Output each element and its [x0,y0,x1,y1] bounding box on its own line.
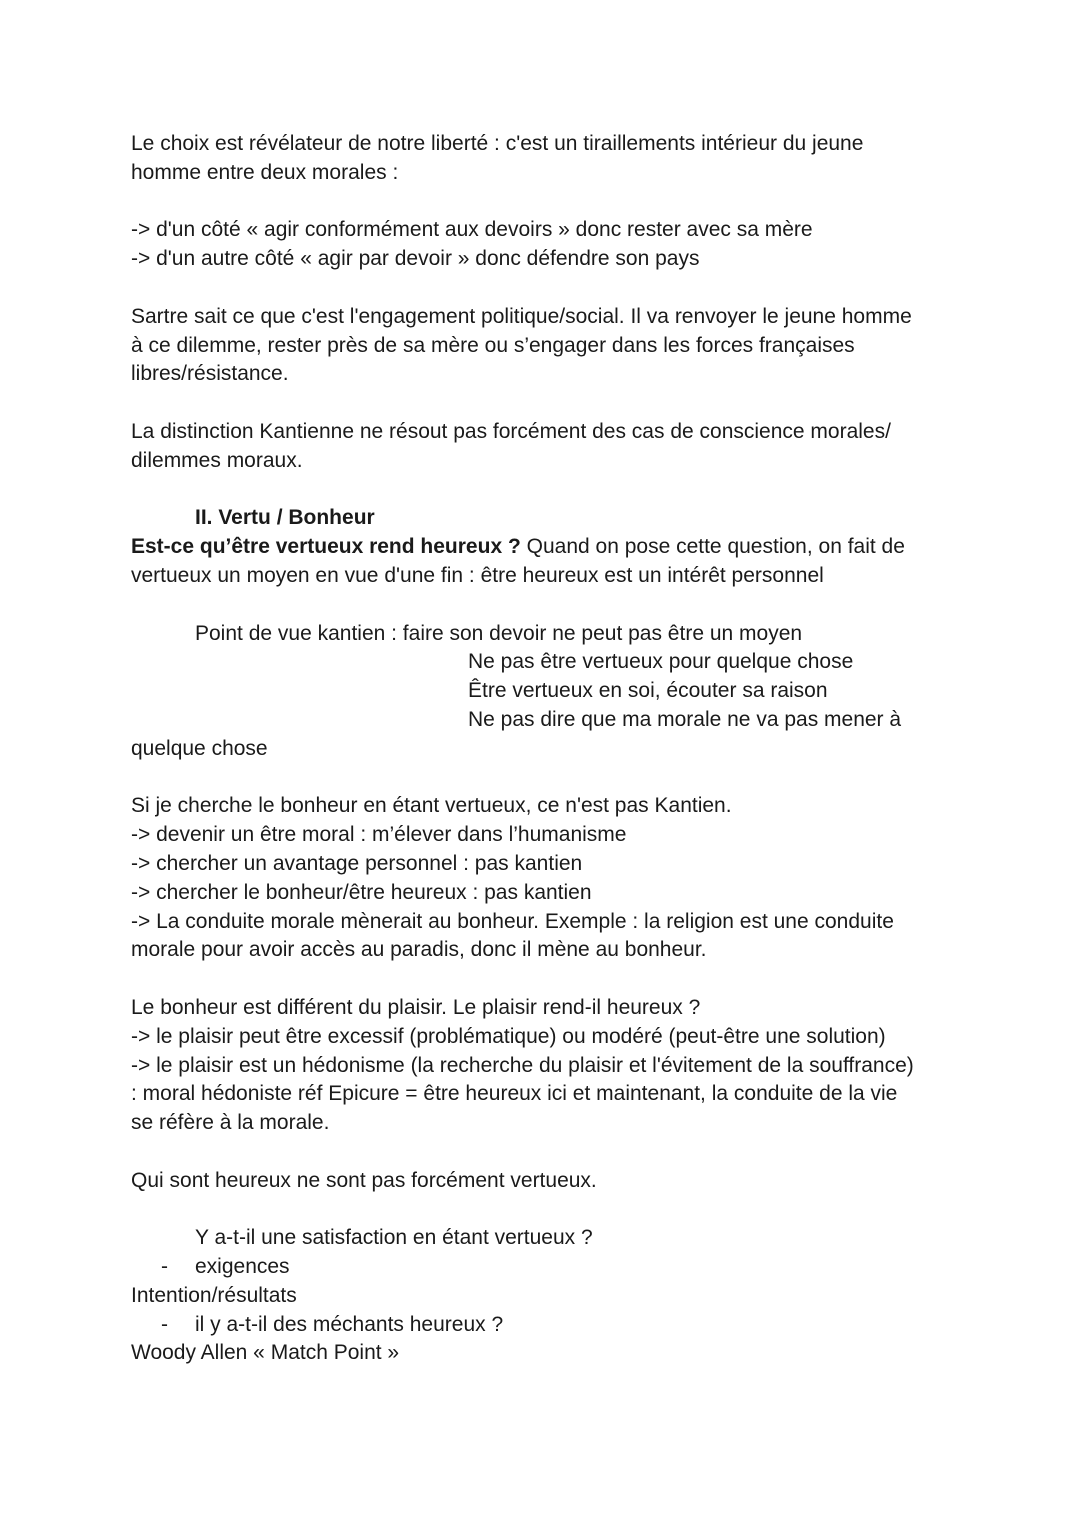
section-heading: II. Vertu / Bonheur [195,506,375,530]
text-line: -> devenir un être moral : m’élever dans l’humanisme [131,823,627,847]
list-item [131,1311,951,1340]
text-line: Le choix est révélateur de notre liberté : c'est un tiraillements intérieur du jeune [131,132,864,155]
text-line: -> d'un côté « agir conformément aux devoirs » donc rester avec sa mère [131,218,813,242]
text-line: Ne pas dire que ma morale ne va pas mener à [468,707,902,731]
text-line: homme entre deux morales : [131,160,399,184]
text-line: Le bonheur est différent du plaisir. Le plaisir rend-il heureux ? [131,995,701,1019]
document-page [131,130,951,1368]
text-line [131,533,951,562]
text-line: La distinction Kantienne ne résout pas forcément des cas de conscience morales/ [131,419,891,443]
bullet-dash: - [161,1255,168,1279]
text-line: libres/résistance. [131,362,289,386]
text-line: vertueux un moyen en vue d'une fin : être heureux est un intérêt personnel [131,563,824,587]
text-line: -> chercher le bonheur/être heureux : pas kantien [131,880,592,904]
text-line: Qui sont heureux ne sont pas forcément vertueux. [131,1168,597,1192]
bullet-dash: - [161,1312,168,1336]
text-line: -> le plaisir peut être excessif (problématique) ou modéré (peut-être une solution) [131,1024,886,1048]
text-line: se réfère à la morale. [131,1111,330,1135]
text-line: -> d'un autre côté « agir par devoir » donc défendre son pays [131,247,700,271]
text-line: -> chercher un avantage personnel : pas kantien [131,851,583,875]
text-line: Intention/résultats [131,1283,297,1307]
bold-question: Est-ce qu’être vertueux rend heureux ? [131,535,521,559]
list-item-text: exigences [195,1255,290,1279]
text-line: Y a-t-il une satisfaction en étant vertueux ? [195,1226,593,1250]
list-item [131,1253,951,1282]
text-line: -> La conduite morale mènerait au bonheur. Exemple : la religion est une conduite [131,909,894,933]
text-line: dilemmes moraux. [131,448,303,472]
text-line: à ce dilemme, rester près de sa mère ou s’engager dans les forces françaises [131,333,855,357]
question-continuation: Quand on pose cette question, on fait de [520,535,905,559]
text-line: -> le plaisir est un hédonisme (la recherche du plaisir et l'évitement de la souffrance) [131,1053,914,1077]
text-line: Point de vue kantien : faire son devoir ne peut pas être un moyen [195,621,803,645]
text-line: Si je cherche le bonheur en étant vertueux, ce n'est pas Kantien. [131,794,732,818]
text-line: : moral hédoniste réf Epicure = être heureux ici et maintenant, la conduite de la vie [131,1082,898,1106]
text-line: Ne pas être vertueux pour quelque chose [468,650,854,674]
text-line: Woody Allen « Match Point » [131,1341,400,1365]
text-line: Être vertueux en soi, écouter sa raison [468,679,828,703]
text-line: Sartre sait ce que c'est l'engagement politique/social. Il va renvoyer le jeune homme [131,304,912,328]
list-item-text: il y a-t-il des méchants heureux ? [195,1312,504,1336]
text-line: morale pour avoir accès au paradis, donc il mène au bonheur. [131,938,707,962]
text-line: quelque chose [131,736,268,760]
